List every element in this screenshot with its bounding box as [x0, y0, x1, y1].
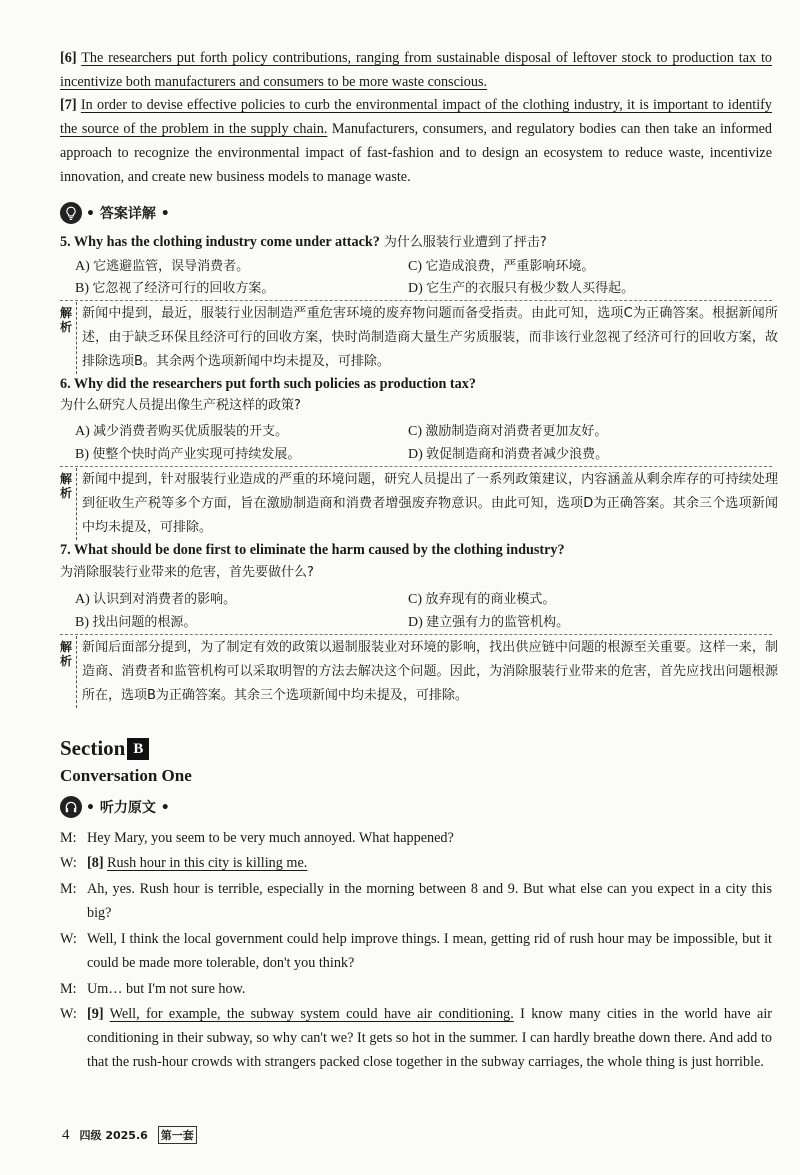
- analysis-text: 新闻中提到，针对服装行业造成的严重的环境问题，研究人员提出了一系列政策建议，内容涵盖从剩余库存的可持续处理到征收生产税等多个方面，旨在激励制造商和消费者增强废弃物意识。由此可知，选项D为正确答案。其余三个选项新闻中均未提及，可排除。: [76, 468, 778, 540]
- option-a: A) 它逃避监管，误导消费者。: [75, 259, 250, 274]
- analysis-label: 解析: [60, 306, 73, 334]
- page-footer: [62, 1126, 197, 1144]
- underlined-sentence: In order to devise effective policies to curb the environmental impact of the clothing industry, it is important to identify the source of the problem in the supply chain.: [60, 97, 773, 137]
- divider: [60, 466, 772, 467]
- question-6: [60, 374, 476, 394]
- dialogue-line: [60, 977, 772, 1001]
- option-b: B) 它忽视了经济可行的回收方案。: [75, 281, 275, 296]
- page-number: 4: [62, 1127, 70, 1143]
- passage-paragraph-6: [60, 46, 772, 94]
- option-b: B) 找出问题的根源。: [75, 615, 197, 630]
- question-text: 6. Why did the researchers put forth such policies as production tax?: [60, 376, 476, 392]
- question-5: [60, 232, 547, 253]
- conversation-title: Conversation One: [60, 766, 192, 785]
- line-text: Um… but I'm not sure how.: [87, 981, 246, 997]
- underlined-sentence: Well, for example, the subway system could have air conditioning.: [109, 1006, 514, 1022]
- divider: [60, 634, 772, 635]
- analysis-label: 解析: [60, 640, 73, 668]
- speaker: M:: [60, 981, 77, 997]
- line-text: Well, I think the local government could help improve things. I mean, getting rid of rush hour may be impossible, but it could be made more tolerable, don't you think?: [87, 931, 772, 971]
- option-d: D) 它生产的衣服只有极少数人买得起。: [408, 281, 635, 296]
- analysis-text: 新闻后面部分提到，为了制定有效的政策以遏制服装业对环境的影响，找出供应链中问题的根源至关重要。这样一来，制造商、消费者和监管机构可以采取明智的方法去解决这个问题。因此，为消除服装行业带来的危害，首先应找出问题根源所在，选项B为正确答案。其余三个选项新闻中均未提及，可排除。: [76, 636, 778, 708]
- transcript-label: • 听力原文 •: [86, 800, 170, 816]
- transcript-header: [60, 796, 170, 818]
- question-text: 5. Why has the clothing industry come under attack?: [60, 234, 380, 250]
- dialogue-line: [60, 826, 772, 850]
- section-word: Section: [60, 736, 126, 760]
- paragraph-text: Manufacturers, consumers, and regulatory bodies can then take an informed approach to recognize the environmental impact of fast-fashion and to design an ecosystem to reduce waste, incentivize innovation, and create new business models to manage waste.: [60, 121, 772, 185]
- divider: [60, 300, 772, 301]
- question-number: [8]: [87, 855, 104, 871]
- option-a: A) 认识到对消费者的影响。: [75, 592, 237, 607]
- question-number: [9]: [87, 1006, 104, 1022]
- line-text: Hey Mary, you seem to be very much annoyed. What happened?: [87, 830, 454, 846]
- question-text: 7. What should be done first to eliminate the harm caused by the clothing industry?: [60, 542, 565, 558]
- option-c: C) 放弃现有的商业模式。: [408, 592, 556, 607]
- option-d: D) 建立强有力的监管机构。: [408, 615, 570, 630]
- option-c: C) 它造成浪费，严重影响环境。: [408, 259, 595, 274]
- dialogue-line: [60, 851, 772, 875]
- option-b: B) 使整个快时尚产业实现可持续发展。: [75, 447, 301, 462]
- speaker: M:: [60, 830, 77, 846]
- underlined-sentence: The researchers put forth policy contributions, ranging from sustainable disposal of leftover stock to production tax to incentivize both manufacturers and consumers to be more waste conscious.: [60, 50, 773, 90]
- question-translation: 为消除服装行业带来的危害，首先要做什么?: [60, 565, 314, 580]
- headphones-icon: [60, 796, 82, 818]
- analysis-text: 新闻中提到，最近，服装行业因制造严重危害环境的废弃物问题而备受指责。由此可知，选项C为正确答案。根据新闻所述，由于缺乏环保且经济可行的回收方案，快时尚制造商大量生产劣质服装，而非该行业忽视了经济可行的回收方案，故排除选项B。其余两个选项新闻中均未提及，可排除。: [76, 302, 778, 374]
- underlined-sentence: Rush hour in this city is killing me.: [107, 855, 308, 871]
- set-label: 第一套: [158, 1126, 197, 1144]
- answer-detail-label: • 答案详解 •: [86, 206, 170, 222]
- question-translation: 为什么研究人员提出像生产税这样的政策?: [60, 398, 301, 413]
- line-text: Ah, yes. Rush hour is terrible, especially in the morning between 8 and 9. But what else can you expect in a city this big?: [87, 881, 772, 921]
- passage-paragraph-7: [60, 93, 772, 189]
- dialogue-line: W: [9] Well, for example, the subway system could have air conditioning. I know many cities in the world have air conditioning in their subway, so why can't we? It gets so hot in the summer. I can hardly breathe down there. And add to that the rush-hour crowds with strangers packed close together in the subway carriages, the whole thing is just horrible.: [60, 1002, 772, 1074]
- section-letter-badge: B: [127, 738, 149, 760]
- section-heading: [60, 736, 149, 761]
- paragraph-number: [7]: [60, 97, 77, 113]
- option-c: C) 激励制造商对消费者更加友好。: [408, 424, 608, 439]
- speaker: W:: [60, 855, 77, 871]
- option-d: D) 敦促制造商和消费者减少浪费。: [408, 447, 609, 462]
- issue-label: 四级 2025.6: [79, 1129, 148, 1142]
- analysis-label: 解析: [60, 472, 73, 500]
- option-a: A) 减少消费者购买优质服装的开支。: [75, 424, 289, 439]
- speaker: W:: [60, 1006, 77, 1022]
- paragraph-number: [6]: [60, 50, 77, 66]
- dialogue-line: [60, 877, 772, 925]
- dialogue-line: [60, 927, 772, 975]
- answer-detail-header: [60, 202, 170, 224]
- speaker: M:: [60, 881, 77, 897]
- question-7: [60, 540, 565, 560]
- speaker: W:: [60, 931, 77, 947]
- question-translation: 为什么服装行业遭到了抨击?: [383, 235, 547, 250]
- lightbulb-icon: [60, 202, 82, 224]
